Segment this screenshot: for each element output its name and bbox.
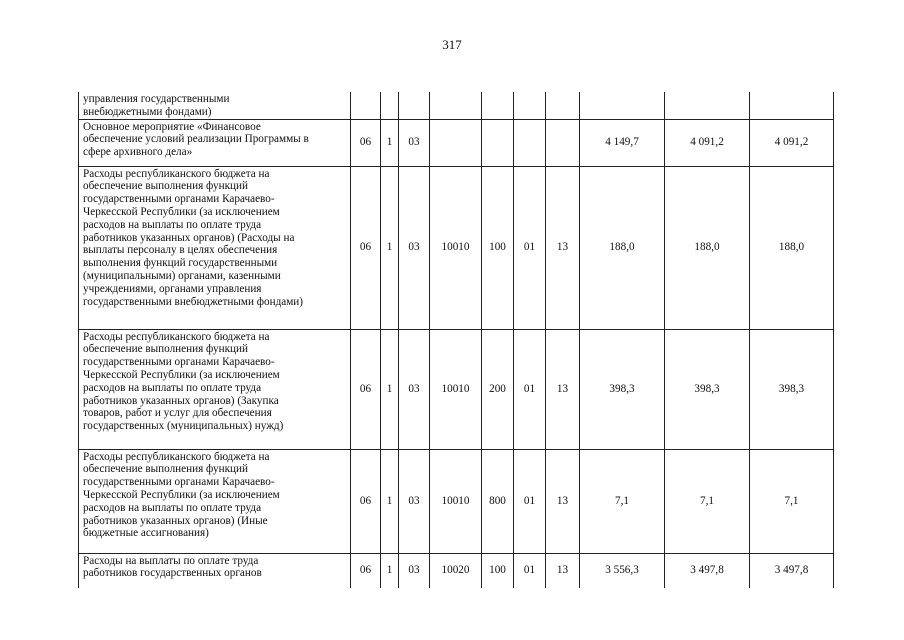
cell-gp: 06: [351, 119, 381, 166]
cell-napr: 10010: [430, 449, 482, 553]
cell-vr: 200: [482, 329, 514, 449]
cell-amount-3: 4 091,2: [750, 119, 834, 166]
cell-amount-2: 188,0: [665, 166, 750, 329]
cell-napr: [430, 92, 482, 119]
cell-napr: 10010: [430, 329, 482, 449]
row-name: управления государственными внебюджетными фондами): [79, 92, 351, 119]
cell-pr: 13: [546, 166, 580, 329]
cell-vr: 100: [482, 166, 514, 329]
cell-rz: 01: [514, 553, 546, 588]
row-name: Расходы на выплаты по оплате труда работников государственных органов: [79, 553, 351, 588]
cell-napr: 10010: [430, 166, 482, 329]
cell-amount-1: 3 556,3: [580, 553, 665, 588]
cell-amount-1: [580, 92, 665, 119]
cell-pr: [546, 92, 580, 119]
budget-table: [78, 92, 834, 588]
cell-amount-3: 7,1: [750, 449, 834, 553]
cell-pgp: [381, 92, 399, 119]
cell-pgp: 1: [381, 449, 399, 553]
cell-om: 03: [399, 449, 430, 553]
cell-amount-2: 4 091,2: [665, 119, 750, 166]
cell-amount-3: [750, 92, 834, 119]
cell-amount-2: 3 497,8: [665, 553, 750, 588]
cell-rz: 01: [514, 329, 546, 449]
cell-rz: [514, 92, 546, 119]
page-number: 317: [442, 37, 462, 52]
cell-vr: [482, 92, 514, 119]
cell-napr: 10020: [430, 553, 482, 588]
cell-vr: 100: [482, 553, 514, 588]
cell-amount-2: 398,3: [665, 329, 750, 449]
cell-amount-3: 398,3: [750, 329, 834, 449]
row-name: Расходы республиканского бюджета на обеспечение выполнения функций государственными органами Карачаево- Черкесской Республики (за исключением расходов на выплаты по оплате труда работников указанных органов) (Иные бюджетные ассигнования): [79, 449, 351, 553]
cell-napr: [430, 119, 482, 166]
cell-amount-3: 188,0: [750, 166, 834, 329]
cell-pgp: 1: [381, 553, 399, 588]
cell-om: 03: [399, 329, 430, 449]
cell-om: 03: [399, 166, 430, 329]
cell-pgp: 1: [381, 119, 399, 166]
cell-pr: 13: [546, 449, 580, 553]
table-row: [79, 119, 834, 166]
cell-amount-2: 7,1: [665, 449, 750, 553]
row-name: Расходы республиканского бюджета на обеспечение выполнения функций государственными органами Карачаево- Черкесской Республики (за исключением расходов на выплаты по оплате труда работников указанных органов) (Закупка товаров, работ и услуг для обеспечения государственных (муниципальных) нужд): [79, 329, 351, 449]
cell-amount-1: 7,1: [580, 449, 665, 553]
table-row: [79, 329, 834, 449]
cell-amount-1: 4 149,7: [580, 119, 665, 166]
cell-om: 03: [399, 553, 430, 588]
cell-amount-3: 3 497,8: [750, 553, 834, 588]
row-name: Основное мероприятие «Финансовое обеспечение условий реализации Программы в сфере архивного дела»: [79, 119, 351, 166]
cell-om: [399, 92, 430, 119]
table-row: [79, 92, 834, 119]
cell-gp: 06: [351, 449, 381, 553]
cell-pgp: 1: [381, 166, 399, 329]
cell-pr: 13: [546, 553, 580, 588]
cell-vr: [482, 119, 514, 166]
cell-pr: [546, 119, 580, 166]
cell-rz: [514, 119, 546, 166]
table-row: [79, 166, 834, 329]
cell-pr: 13: [546, 329, 580, 449]
cell-gp: 06: [351, 166, 381, 329]
table-row: [79, 553, 834, 588]
cell-om: 03: [399, 119, 430, 166]
cell-rz: 01: [514, 166, 546, 329]
cell-vr: 800: [482, 449, 514, 553]
table-row: [79, 449, 834, 553]
cell-gp: 06: [351, 329, 381, 449]
cell-gp: [351, 92, 381, 119]
cell-rz: 01: [514, 449, 546, 553]
cell-gp: 06: [351, 553, 381, 588]
row-name: Расходы республиканского бюджета на обеспечение выполнения функций государственными органами Карачаево- Черкесской Республики (за исключением расходов на выплаты по оплате труда работников указанных органов) (Расходы на выплаты персоналу в целях обеспечения выполнения функций государственными (муниципальными) органами, казенными учреждениями, органами управления государственными внебюджетными фондами): [79, 166, 351, 329]
cell-amount-1: 188,0: [580, 166, 665, 329]
cell-pgp: 1: [381, 329, 399, 449]
cell-amount-1: 398,3: [580, 329, 665, 449]
cell-amount-2: [665, 92, 750, 119]
